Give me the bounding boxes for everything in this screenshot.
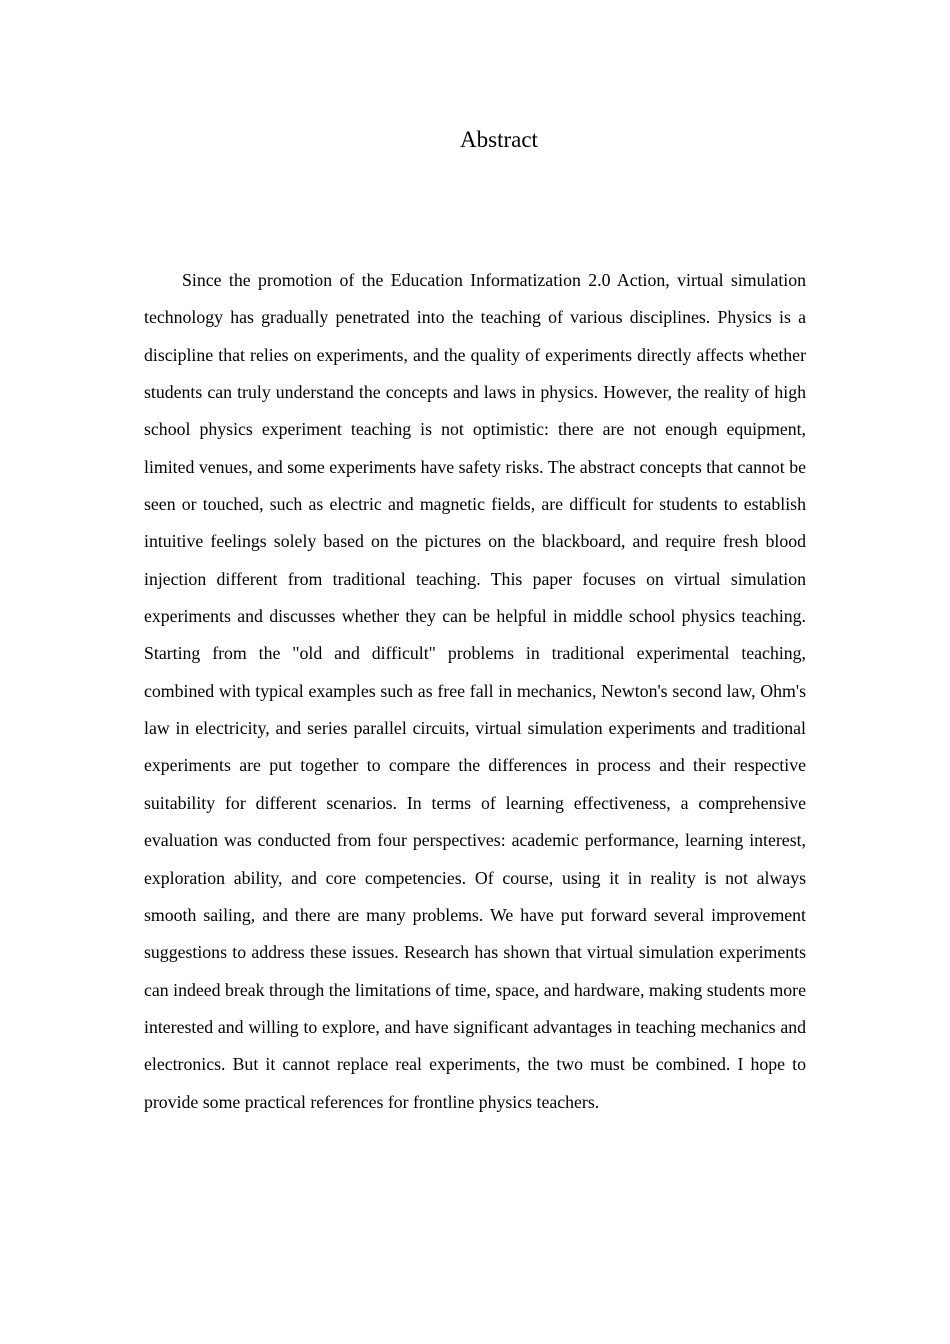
abstract-paragraph: Since the promotion of the Education Informatization 2.0 Action, virtual simulation technology has gradually penetrated into the teaching of various disciplines. Physics is a discipline that relies on experiments, and the quality of experiments directly affects whether students can truly understand the concepts and laws in physics. However, the reality of high school physics experiment teaching is not optimistic: there are not enough equipment, limited venues, and some experiments have safety risks. The abstract concepts that cannot be seen or touched, such as electric and magnetic fields, are difficult for students to establish intuitive feelings solely based on the pictures on the blackboard, and require fresh blood injection different from traditional teaching. This paper focuses on virtual simulation experiments and discusses whether they can be helpful in middle school physics teaching. Starting from the "old and difficult" problems in traditional experimental teaching, combined with typical examples such as free fall in mechanics, Newton's second law, Ohm's law in electricity, and series parallel circuits, virtual simulation experiments and traditional experiments are put together to compare the differences in process and their respective suitability for different scenarios. In terms of learning effectiveness, a comprehensive evaluation was conducted from four perspectives: academic performance, learning interest, exploration ability, and core competencies. Of course, using it in reality is not always smooth sailing, and there are many problems. We have put forward several improvement suggestions to address these issues. Research has shown that virtual simulation experiments can indeed break through the limitations of time, space, and hardware, making students more interested and willing to explore, and have significant advantages in teaching mechanics and electronics. But it cannot replace real experiments, the two must be combined. I hope to provide some practical references for frontline physics teachers. xyxy=(144,270,806,1112)
page-title: Abstract xyxy=(460,127,538,152)
